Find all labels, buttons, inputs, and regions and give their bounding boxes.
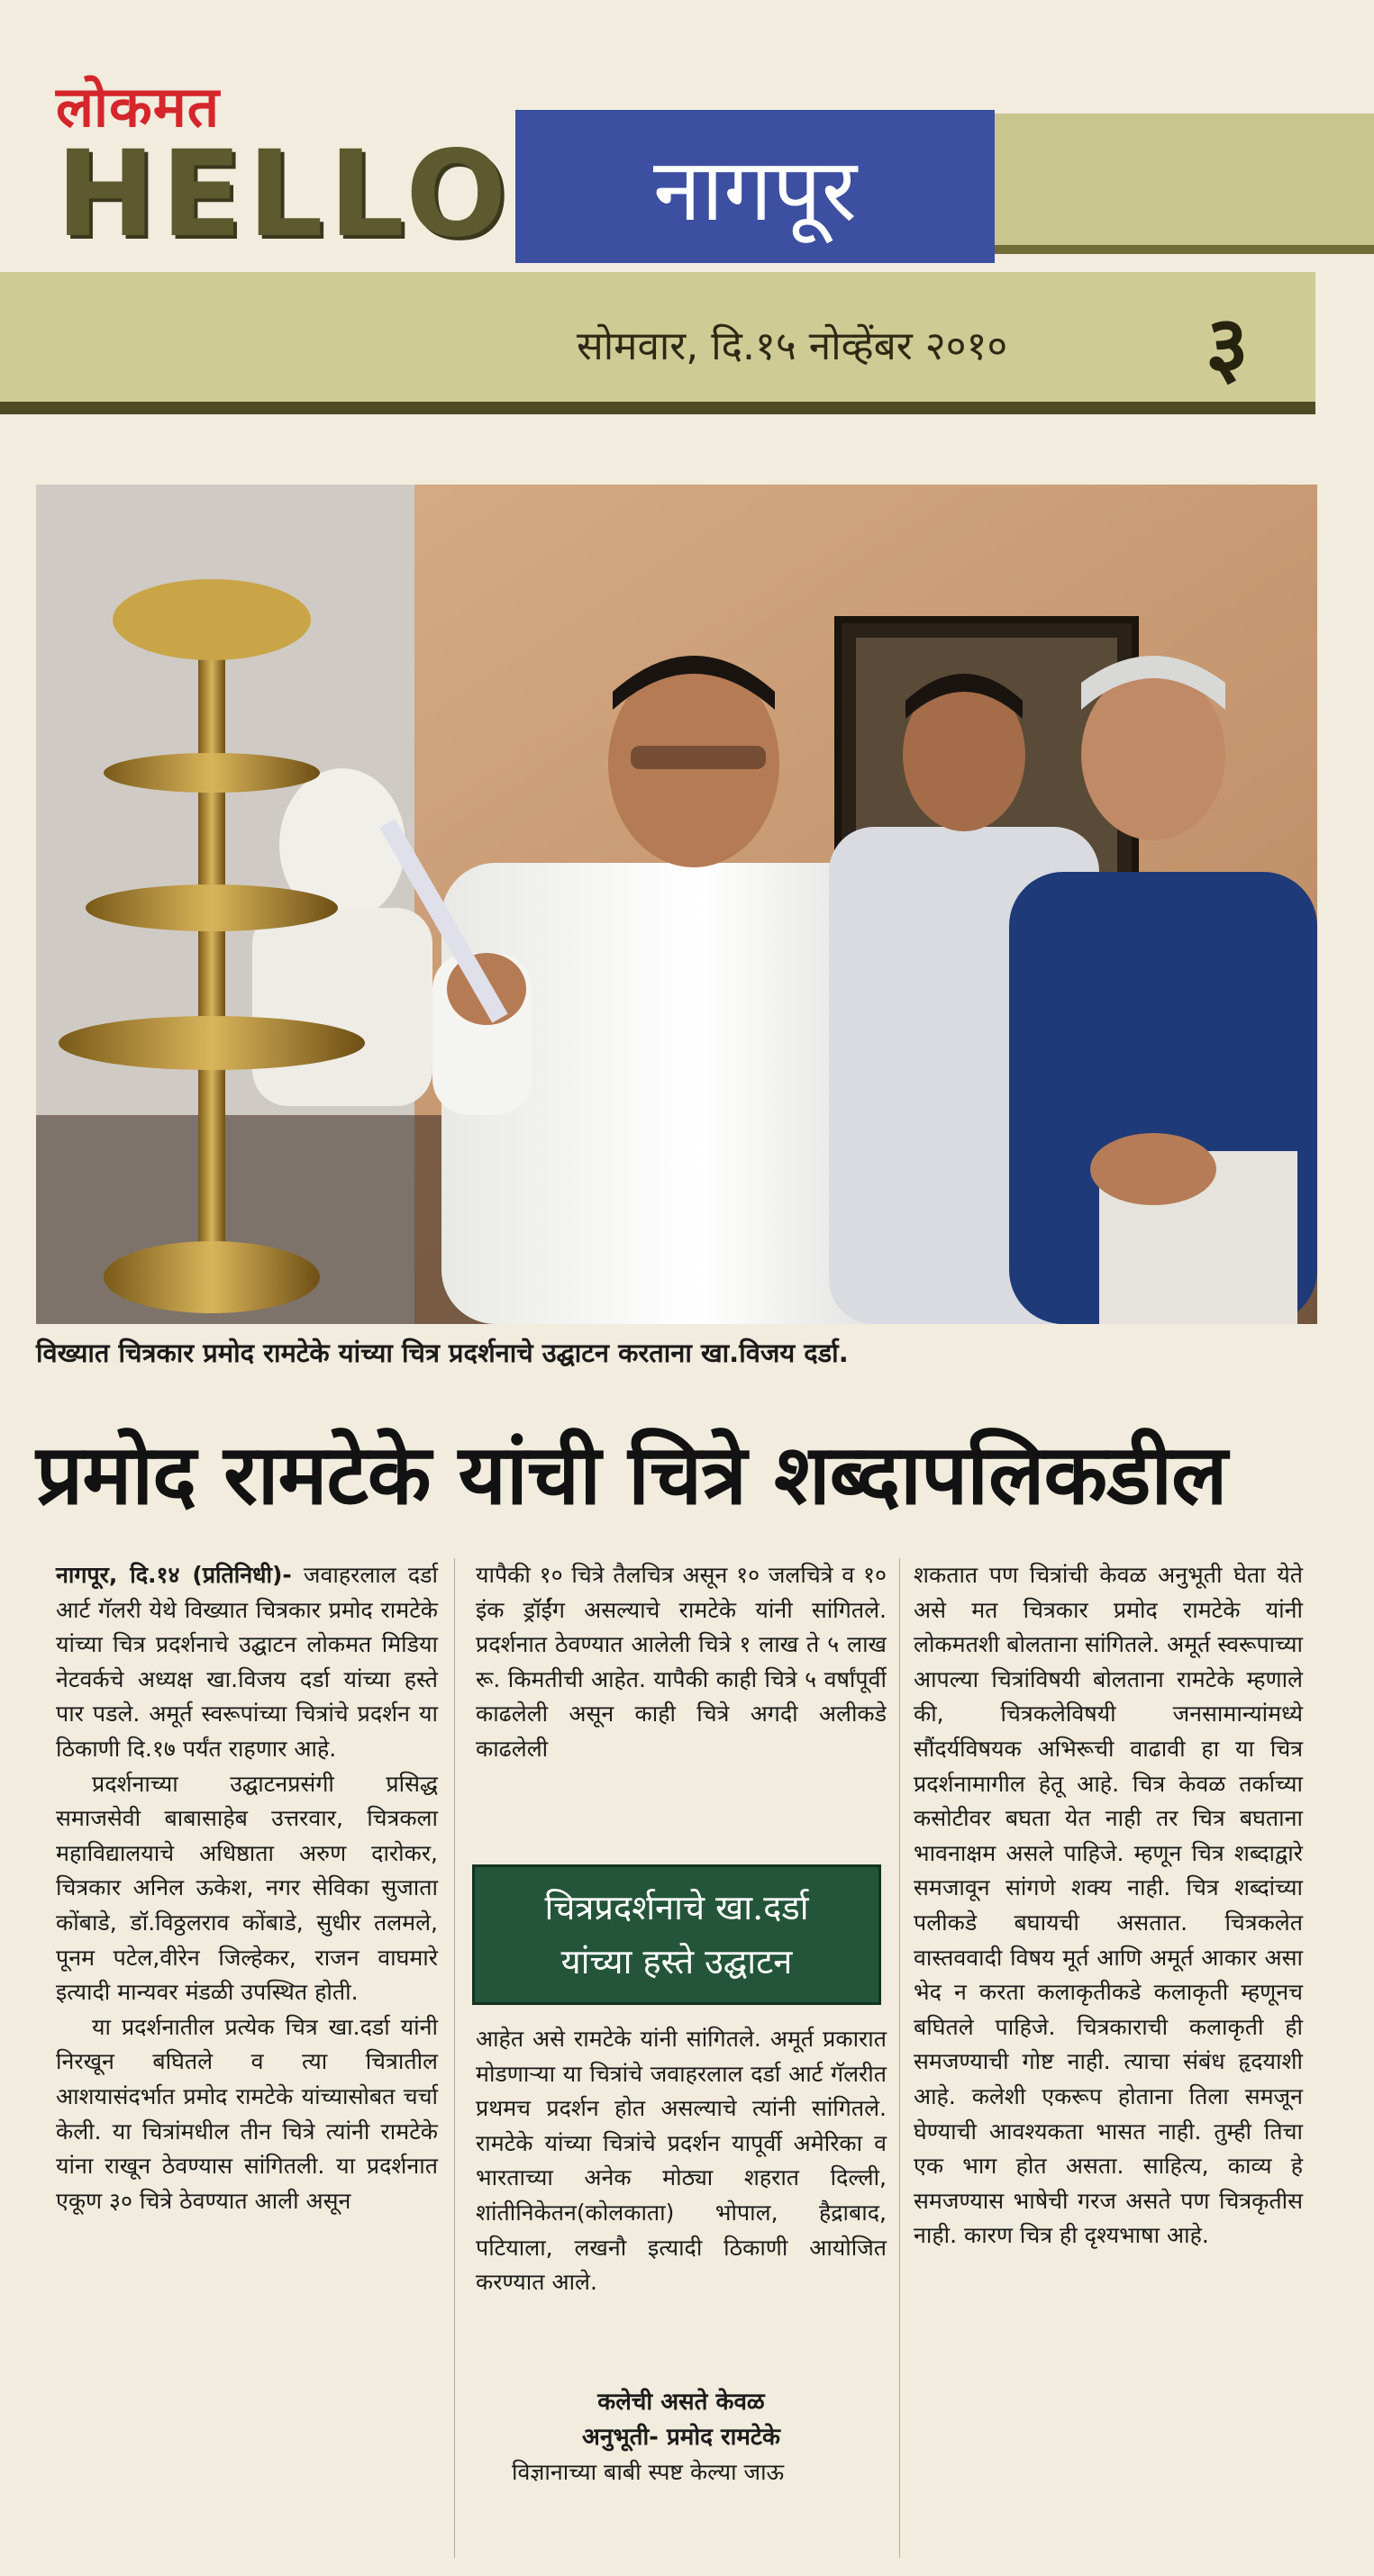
pull-quote-line: चित्रप्रदर्शनाचे खा.दर्डा [544, 1888, 809, 1927]
paragraph: प्रदर्शनाच्या उद्घाटनप्रसंगी प्रसिद्ध समाजसेवी बाबासाहेब उत्तरवार, चित्रकला महाविद्यालयाचे अधिष्ठाता अरुण दारोकर, चित्रकार अनिल ऊकेश, नगर सेविका सुजाता कोंबाडे, डॉ.विठ्ठलराव कोंबाडे, सुधीर तलमले, पूनम पटेल,वीरेन जिल्हेकर, राजन वाघमारे इत्यादी मान्यवर मंडळी उपस्थित होती. [56, 1770, 438, 2006]
headline: प्रमोद रामटेके यांची चित्रे शब्दापलिकडील [36, 1426, 1227, 1523]
paragraph: या प्रदर्शनातील प्रत्येक चित्र खा.दर्डा यांनी निरखून बघितले व त्या चित्रातील आशयासंदर्भात प्रमोद रामटेके यांच्यासोबत चर्चा केली. या चित्रांमधील तीन चित्रे त्यांनी रामटेके यांना राखून ठेवण्यास सांगितली. या प्रदर्शनात एकूण ३० चित्रे ठेवण्यात आली असून [56, 2013, 438, 2214]
news-photo [36, 485, 1317, 1324]
city-name: नागपूर [515, 110, 995, 263]
photo-illustration [36, 485, 1317, 1324]
paragraph-text: जवाहरलाल दर्डा आर्ट गॅलरी येथे विख्यात चित्रकार प्रमोद रामटेके यांच्या चित्र प्रदर्शनाचे उद्घाटन लोकमत मिडिया नेटवर्कचे अध्यक्ष खा.विजय दर्डा यांच्या हस्ते पार पडले. अमूर्त स्वरूपांच्या चित्रांचे प्रदर्शन या ठिकाणी दि.१७ पर्यंत राहणार आहे. [56, 1562, 438, 1762]
paragraph: आहेत असे रामटेके यांनी सांगितले. अमूर्त प्रकारात मोडणाऱ्या या चित्रांचे जवाहरलाल दर्डा आर्ट गॅलरीत प्रथमच प्रदर्शन होत असल्याचे त्यांनी सांगितले. रामटेके यांच्या चित्रांचे प्रदर्शन यापूर्वी अमेरिका व भारताच्या अनेक मोठ्या शहरात दिल्ली, शांतीनिकेतन(कोलकाता) भोपाल, हैद्राबाद, पटियाला, लखनौ इत्यादी ठिकाणी आयोजित करण्यात आले. [476, 2026, 887, 2296]
column-divider [454, 1558, 455, 2558]
paragraph: विज्ञानाच्या बाबी स्पष्ट केल्या जाऊ [512, 2459, 785, 2485]
pull-quote [472, 1864, 881, 2005]
paragraph [56, 1558, 438, 1767]
photo-caption: विख्यात चित्रकार प्रमोद रामटेके यांच्या चित्र प्रदर्शनाचे उद्घाटन करताना खा.विजय दर्डा. [36, 1338, 849, 1368]
issue-date: सोमवार, दि.१५ नोव्हेंबर २०१० [577, 323, 1008, 369]
subheading-line: कलेची असते केवळ [597, 2389, 765, 2416]
page-number: ३ [1206, 298, 1249, 395]
subheading-line: अनुभूती- प्रमोद रामटेके [582, 2423, 780, 2451]
edition-name: HELLO [56, 125, 513, 264]
article-column-2-top [476, 1558, 887, 1864]
pull-quote-line: यांच्या हस्ते उद्घाटन [560, 1942, 793, 1982]
article-column-2-tail [476, 2455, 887, 2490]
header-band [995, 113, 1374, 254]
subheading [476, 2385, 887, 2454]
column-divider [899, 1558, 900, 2558]
dateline: नागपूर, दि.१४ (प्रतिनिधी)- [56, 1562, 292, 1588]
article-column-2-bottom [476, 2022, 887, 2300]
paragraph: शकतात पण चित्रांची केवळ अनुभूती घेता येते असे मत चित्रकार प्रमोद रामटेके यांनी लोकमतशी बोलताना सांगितले. अमूर्त स्वरूपाच्या आपल्या चित्रांविषयी बोलताना रामटेके म्हणाले की, चित्रकलेविषयी जनसामान्यांमध्ये सौंदर्यविषयक अभिरूची वाढावी हा या चित्र प्रदर्शनामागील हेतू आहे. चित्र केवळ तर्काच्या कसोटीवर बघता येत नाही तर चित्र बघताना भावनाक्षम असले पाहिजे. म्हणून चित्र शब्दाद्वारे समजावून सांगणे शक्य नाही. चित्र शब्दांच्या पलीकडे बघायची असतात. चित्रकलेत वास्तववादी विषय मूर्त आणि अमूर्त आकार असा भेद न करता कलाकृतीकडे कलाकृती म्हणूनच बघितले पाहिजे. चित्रकाराची कलाकृती ही समजण्याची गोष्ट नाही. त्याचा संबंध हृदयाशी आहे. कलेशी एकरूप होताना तिला समजून घेण्याची आवश्यकता भासत नाही. तुम्ही तिचा एक भाग होत असता. साहित्य, काव्य हे समजण्यास भाषेची गरज असते पण चित्रकृतीस नाही. कारण चित्र ही दृश्यभाषा आहे. [914, 1562, 1303, 2249]
brand-logo: लोकमत [56, 74, 221, 140]
article-column-3 [914, 1558, 1303, 2254]
article-column-1 [56, 1558, 438, 2218]
paragraph: यापैकी १० चित्रे तैलचित्र असून १० जलचित्रे व १० इंक ड्रॉईंग असल्याचे रामटेके यांनी सांगितले. प्रदर्शनात ठेवण्यात आलेली चित्रे १ लाख ते ५ लाख रू. किमतीची आहेत. यापैकी काही चित्रे ५ वर्षांपूर्वी काढलेली असून काही चित्रे अगदी अलीकडे काढलेली [476, 1562, 887, 1762]
masthead [0, 0, 1374, 432]
